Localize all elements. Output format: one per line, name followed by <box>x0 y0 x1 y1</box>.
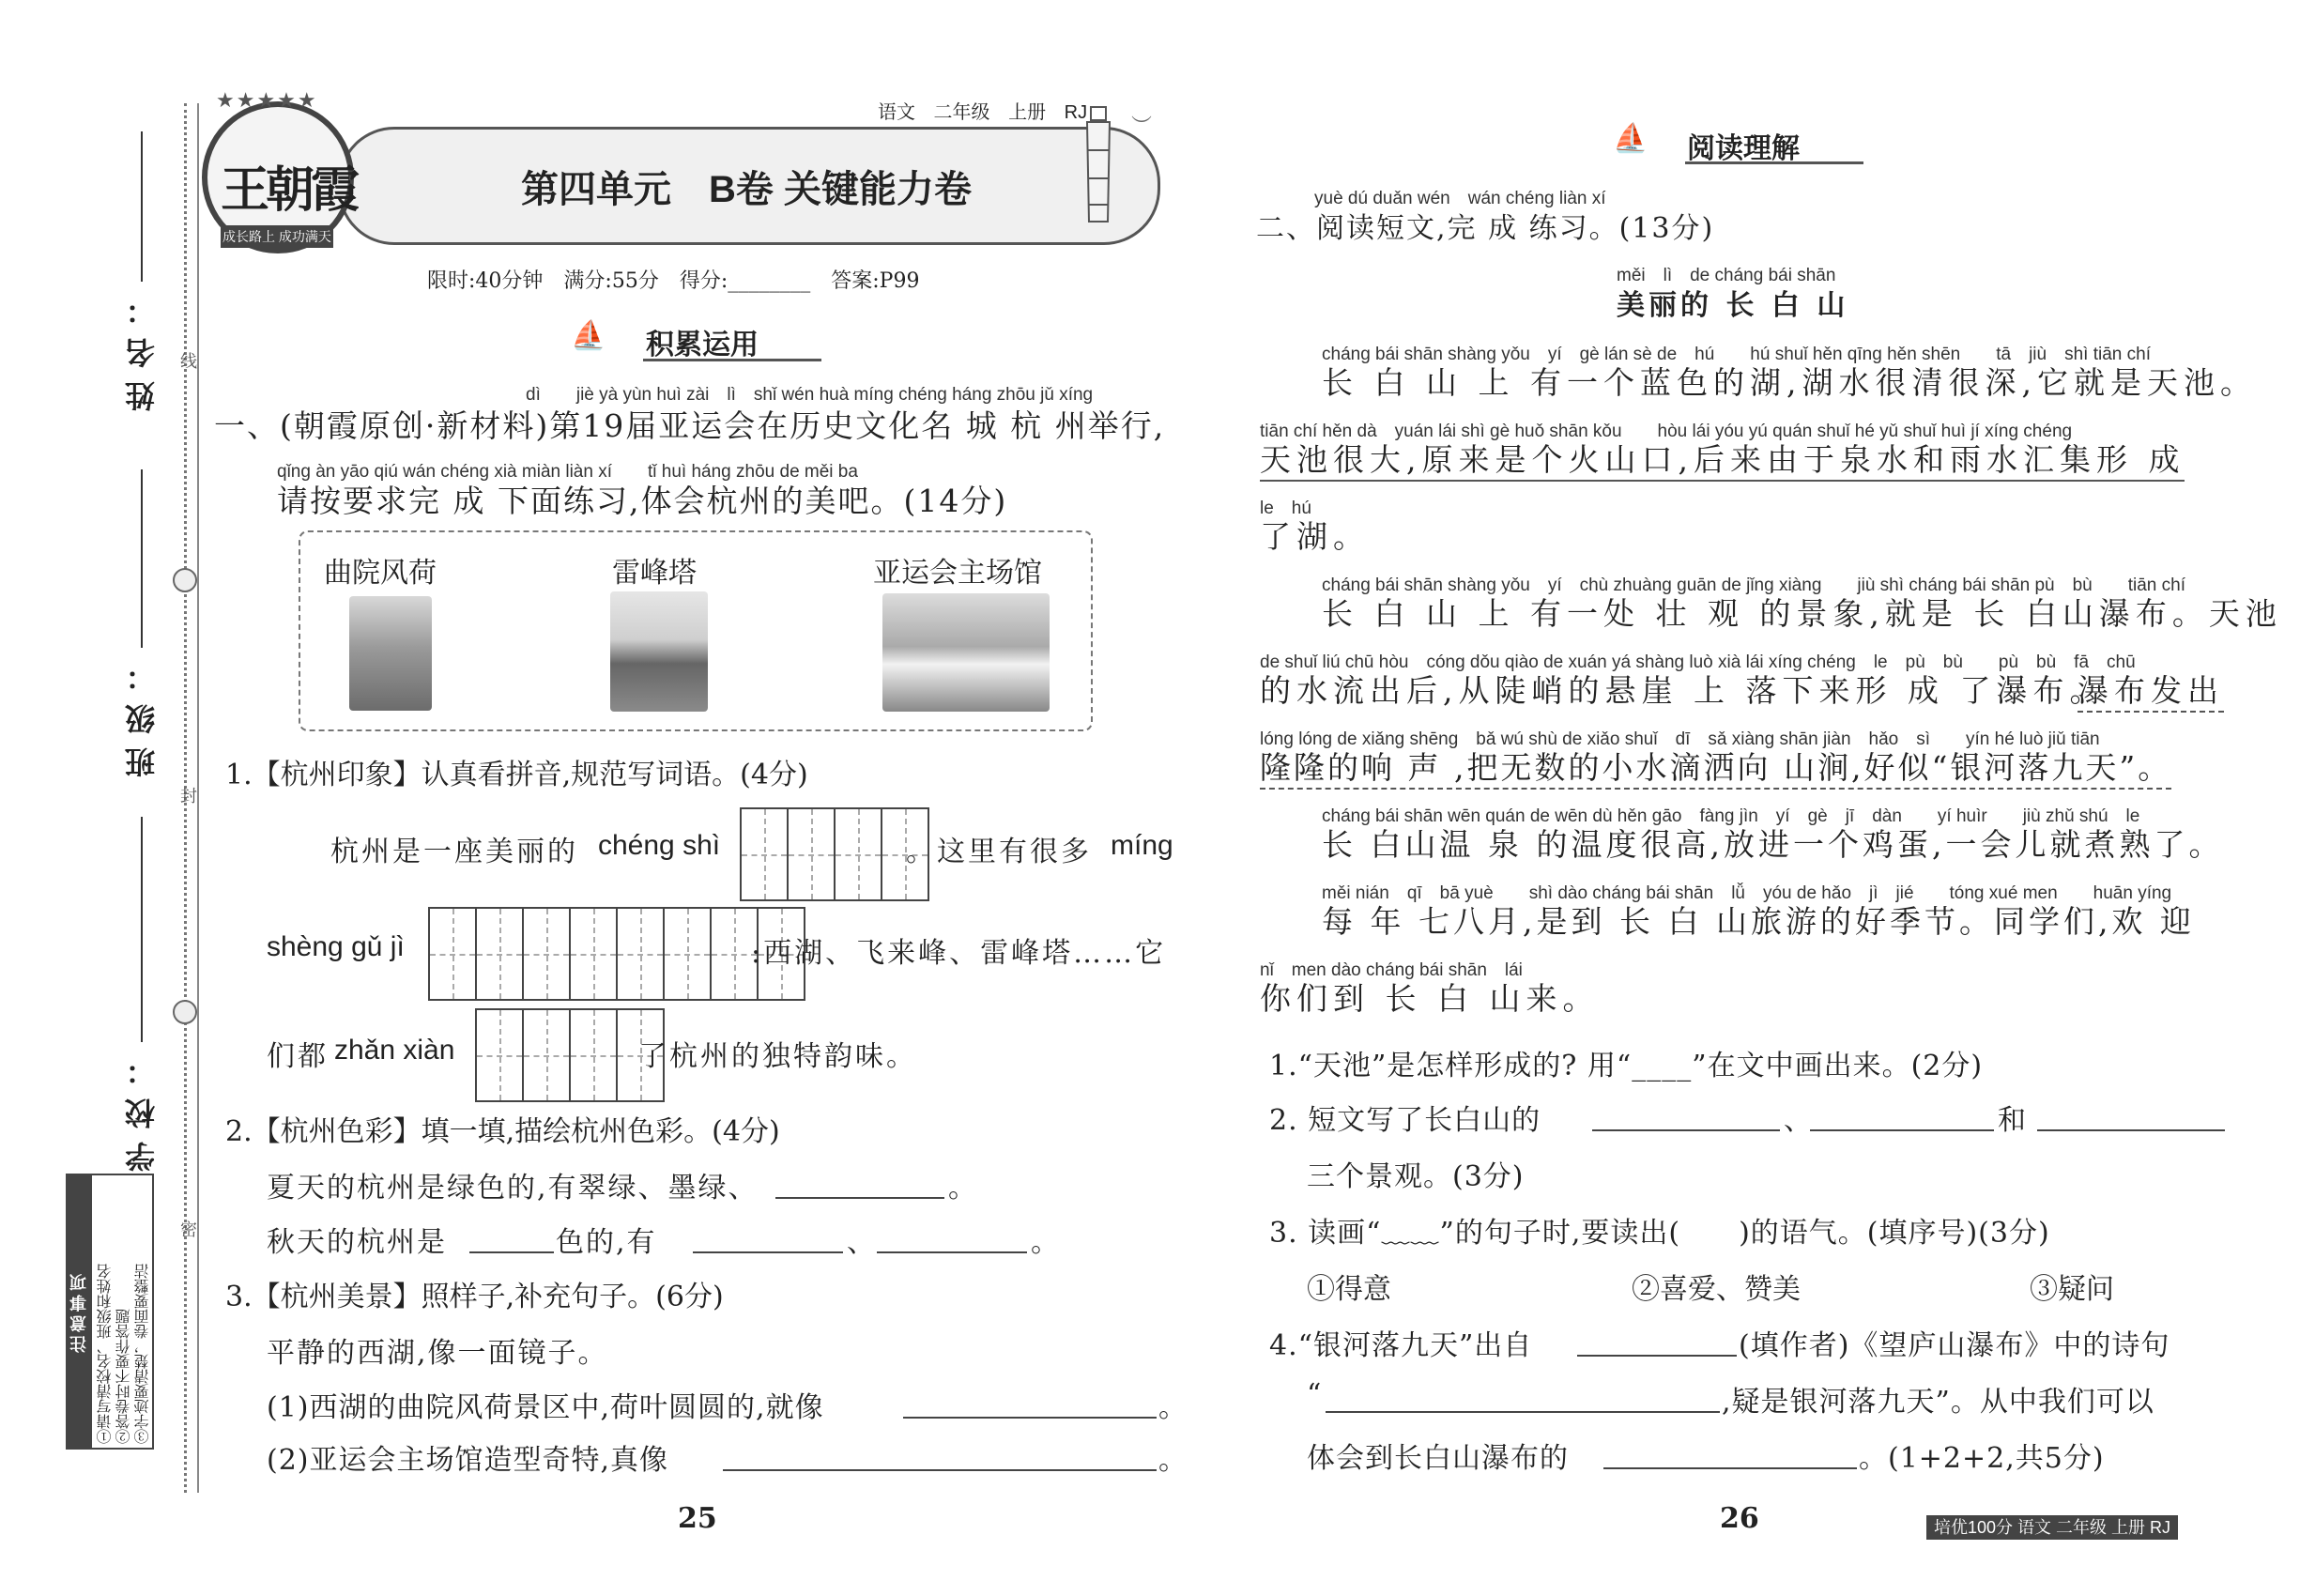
class-label: 班级： <box>124 648 160 777</box>
text-run: 三个景观。(3分) <box>1307 1160 1525 1193</box>
question-1-line1: 一、(朝霞原创·新材料)第19届亚运会在历史文化名 城 杭 州举行, <box>214 407 1166 444</box>
cut-mark: 密 <box>177 1220 197 1237</box>
cut-mark: 线 <box>177 352 197 369</box>
pinyin-line: de shuǐ liú chū hòu cóng dǒu qiào de xuán yá shàng luò xià lái xíng chéng le pù bù pù bù fā chū <box>1260 652 2136 672</box>
pinyin-prompt: chéng shì <box>598 830 721 861</box>
reading-question-4: 4.“银河落九天”出自 <box>1269 1329 1533 1362</box>
answer-blank[interactable] <box>1577 1354 1737 1357</box>
page-number-left: 25 <box>678 1502 717 1535</box>
answer-blank[interactable] <box>775 1196 944 1199</box>
text-run: “ <box>1307 1378 1322 1411</box>
answer-blank[interactable] <box>1326 1410 1720 1413</box>
text-run: 了杭州的独特韵味。 <box>638 1040 917 1073</box>
text-run: 体会到长白山瀑布的 <box>1307 1442 1569 1475</box>
question-2-title: 二、阅读短文,完 成 练习。(13分) <box>1256 212 1715 245</box>
text-run: (2)亚运会主场馆造型奇特,真像 <box>267 1444 669 1477</box>
stadium-photo <box>882 593 1050 712</box>
name-field[interactable] <box>141 131 143 282</box>
section-title-right: 阅读理解 <box>1687 133 1800 164</box>
text-run: :西湖、飞来峰、雷峰塔……它 <box>751 937 1167 970</box>
text-run: 。(1+2+2,共5分) <box>1859 1442 2105 1475</box>
answer-blank[interactable] <box>1810 1128 1994 1131</box>
answer-blank[interactable] <box>723 1468 1157 1471</box>
cut-mark: 封 <box>177 787 197 804</box>
passage-line: 的水流出后,从陡峭的悬崖 上 落下来形 成 了瀑布。 <box>1260 672 2107 709</box>
page-number-right: 26 <box>1720 1502 1759 1535</box>
boat-icon: ⛵ <box>571 319 606 352</box>
pagoda-photo <box>610 591 708 712</box>
star-icon: ★★★★★ <box>216 89 318 113</box>
pinyin-prompt: zhǎn xiàn <box>334 1035 455 1066</box>
text-run: 、 <box>847 1226 875 1259</box>
passage-line: 天池很大,原来是个火山口,后来由于泉水和雨水汇集形 成 <box>1260 436 2185 482</box>
answer-blank[interactable] <box>1592 1128 1780 1131</box>
pinyin-line: nǐ men dào cháng bái shān lái <box>1260 960 1523 980</box>
pinyin-line: le hú <box>1260 499 1311 518</box>
school-field[interactable] <box>141 817 143 1042</box>
answer-blank[interactable] <box>1603 1466 1857 1469</box>
pinyin-line: tiān chí hěn dà yuán lái shì gè huǒ shān kǒu hòu lái yóu yú quán shuǐ hé yǔ shuǐ huì jí xíng chéng <box>1260 422 2073 441</box>
text-run: 。这里有很多 <box>906 836 1092 868</box>
text-run: 秋天的杭州是 <box>267 1226 447 1259</box>
school-label: 学校： <box>124 1042 160 1172</box>
binding-ring <box>173 568 197 592</box>
pic-caption: 亚运会主场馆 <box>873 557 1042 590</box>
option-3[interactable]: ③疑问 <box>2030 1273 2114 1306</box>
text-run: 夏天的杭州是绿色的,有翠绿、墨绿、 <box>267 1172 759 1205</box>
logo-text: 王朝霞 <box>221 161 357 219</box>
pinyin-line: yuè dú duǎn wén wán chéng liàn xí <box>1314 189 1606 208</box>
passage-line: 长 白 山 上 有一处 壮 观 的景象,就是 长 白山瀑布。天池 <box>1322 595 2282 632</box>
option-1[interactable]: ①得意 <box>1307 1273 1391 1306</box>
notice-item: ②答卷时不要作答题 <box>115 1309 132 1444</box>
notice-body <box>96 1179 152 1444</box>
reading-question-2: 2. 短文写了长白山的 <box>1269 1104 1541 1137</box>
example-sentence: 平静的西湖,像一面镜子。 <box>267 1337 608 1370</box>
text-run: 杭州是一座美丽的 <box>330 836 578 868</box>
pinyin-line: cháng bái shān shàng yǒu yí gè lán sè de hú hú shuǐ hěn qīng hěn shēn tā jiù shì tiān chí <box>1322 345 2151 364</box>
pinyin-line: měi lì de cháng bái shān <box>1617 266 1836 285</box>
subquestion-1-title: 1.【杭州印象】认真看拼音,规范写词语。(4分) <box>225 759 808 791</box>
reading-question-3: 3. 读画“﹏﹏”的句子时,要读出( )的语气。(填序号)(3分) <box>1269 1217 2050 1250</box>
passage-line: 每 年 七八月,是到 长 白 山旅游的好季节。同学们,欢 迎 <box>1322 903 2195 940</box>
section-title-left: 积累运用 <box>646 330 759 361</box>
class-field[interactable] <box>141 469 143 648</box>
text-run: 和 <box>1998 1104 2026 1137</box>
text-run: 们都 <box>267 1040 329 1073</box>
pinyin-line: qǐng àn yāo qiú wán chéng xià miàn liàn xí tǐ huì háng zhōu de měi ba <box>277 462 858 482</box>
text-run: 。 <box>1031 1226 1059 1259</box>
pic-caption: 雷峰塔 <box>612 557 697 590</box>
pinyin-line: cháng bái shān shàng yǒu yí chù zhuàng guān de jǐng xiàng jiù shì cháng bái shān pù bù tiān chí <box>1322 575 2185 595</box>
answer-blank[interactable] <box>2037 1128 2225 1131</box>
text-run: 。 <box>948 1172 976 1205</box>
answer-blank[interactable] <box>693 1251 843 1253</box>
passage-line: 你们到 长 白 山来。 <box>1260 980 1600 1017</box>
passage-line: 长 白山温 泉 的温度很高,放进一个鸡蛋,一会儿就煮熟了。 <box>1322 826 2224 863</box>
binding-margin <box>0 0 197 1596</box>
notice-box <box>66 1174 154 1450</box>
notice-item: ①请写清校名、班级和姓名 <box>96 1264 114 1444</box>
exam-meta: 限时:40分钟 满分:55分 得分:________ 答案:P99 <box>427 269 920 293</box>
passage-line: 长 白 山 上 有一个蓝色的湖,湖水很清很深,它就是天池。 <box>1322 364 2257 401</box>
section-underline <box>643 359 821 361</box>
pic-caption: 曲院风荷 <box>324 557 437 590</box>
notice-item: ③字迹要清楚，卷面要整洁 <box>133 1264 151 1444</box>
passage-line: 了湖。 <box>1260 518 1370 555</box>
text-run: 。 <box>1158 1444 1187 1477</box>
text-run: 。 <box>1158 1391 1187 1424</box>
notice-head: 注意事项 <box>68 1175 92 1448</box>
lotus-photo <box>349 596 432 711</box>
passage-line-underlined: 瀑布发出 <box>2078 667 2224 713</box>
boat-icon: ⛵ <box>1613 122 1648 155</box>
pinyin-line: měi nián qī bā yuè shì dào cháng bái shān lǚ yóu de hǎo jì jié tóng xué men huān yíng <box>1322 883 2172 903</box>
subquestion-3-title: 3.【杭州美景】照样子,补充句子。(6分) <box>225 1281 724 1313</box>
pinyin-line: cháng bái shān wēn quán de wēn dù hěn gāo fàng jìn yí gè jī dàn yí huìr jiù zhǔ shú le <box>1322 806 2140 826</box>
text-run: (填作者)《望庐山瀑布》中的诗句 <box>1739 1329 2170 1362</box>
footer-series-tag: 培优100分 语文 二年级 上册 RJ <box>1926 1515 2178 1540</box>
answer-blank[interactable] <box>903 1416 1157 1419</box>
page-title: 第四单元 B卷 关键能力卷 <box>521 169 972 210</box>
pinyin-prompt: míng <box>1111 830 1173 861</box>
pinyin-line: lóng lóng de xiǎng shēng bǎ wú shù de xiǎo shuǐ dī sǎ xiàng shān jiàn hǎo sì yín hé luò jiǔ tiān <box>1260 729 2100 749</box>
writing-grid[interactable] <box>742 807 929 901</box>
section-underline <box>1685 161 1863 164</box>
text-run: 、 <box>1784 1104 1812 1137</box>
logo-ribbon: 成长路上 成功满天 <box>221 225 333 248</box>
writing-grid[interactable] <box>477 1008 665 1102</box>
passage-title: 美丽的 长 白 山 <box>1617 289 1849 322</box>
writing-grid[interactable] <box>430 907 805 1001</box>
binding-ring <box>173 1000 197 1024</box>
option-2[interactable]: ②喜爱、赞美 <box>1632 1273 1801 1306</box>
pinyin-prompt: shèng gǔ jì <box>267 931 405 962</box>
text-run: ,疑是银河落九天”。从中我们可以 <box>1722 1386 2154 1419</box>
reading-question-1: 1.“天池”是怎样形成的? 用“____”在文中画出来。(2分) <box>1269 1050 1984 1082</box>
pinyin-line: dì jiè yà yùn huì zài lì shǐ wén huà míng chéng háng zhōu jǔ xíng <box>526 385 1094 405</box>
subquestion-2-title: 2.【杭州色彩】填一填,描绘杭州色彩。(4分) <box>225 1115 780 1148</box>
answer-blank[interactable] <box>877 1251 1027 1253</box>
book-tags: 语文 二年级 上册 RJ <box>878 102 1088 123</box>
text-run: 色的,有 <box>556 1226 657 1259</box>
answer-blank[interactable] <box>469 1251 554 1253</box>
name-label: 姓名： <box>124 282 160 411</box>
question-1-line2: 请按要求完 成 下面练习,体会杭州的美吧。(14分) <box>277 483 1008 519</box>
bird-icon: ︶ <box>1131 115 1153 138</box>
passage-line-underlined: 隆隆的响 声 ,把无数的小水滴洒向 山涧,好似“银河落九天”。 <box>1260 744 2171 790</box>
text-run: (1)西湖的曲院风荷景区中,荷叶圆圆的,就像 <box>267 1391 824 1424</box>
